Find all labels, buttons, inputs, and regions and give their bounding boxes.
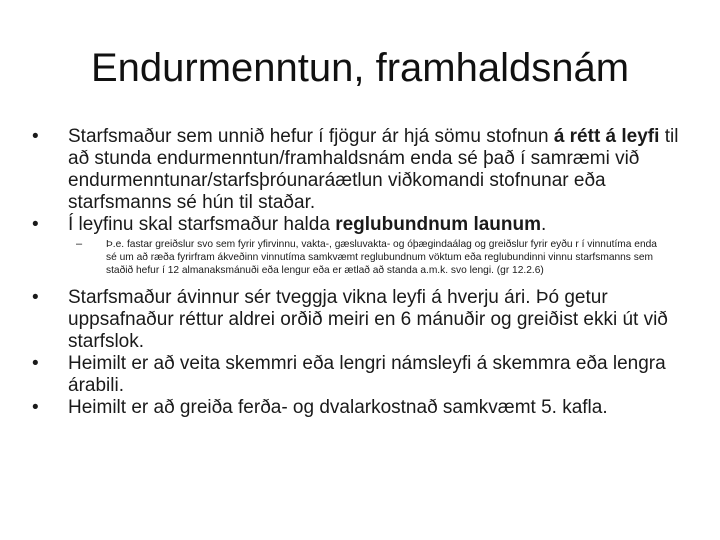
bullet-icon: •: [32, 353, 39, 374]
bullet-text: Starfsmaður sem unnið hefur í fjögur ár hjá sömu stofnun: [68, 126, 554, 147]
sub-bullet-item: [24, 238, 666, 277]
bullet-text: Starfsmaður ávinnur sér tveggja vikna leyfi á hverju ári. Þó getur uppsafnaður réttur aldrei orðið meiri en 6 mánuðir og greiðist ekki út við starfslok.: [68, 287, 668, 352]
bullet-bold-text: á rétt á leyfi: [553, 126, 660, 147]
bullet-icon: •: [32, 214, 39, 235]
bullet-icon: •: [32, 126, 39, 147]
dash-icon: –: [76, 238, 83, 250]
bullet-icon: •: [32, 397, 39, 418]
slide-content: [24, 126, 700, 419]
bullet-item: [24, 214, 700, 236]
bullet-icon: •: [32, 287, 39, 308]
bullet-text: Heimilt er að veita skemmri eða lengri námsleyfi á skemmra eða lengra árabili.: [68, 353, 666, 396]
sub-bullet-text: Þ.e. fastar greiðslur svo sem fyrir yfirvinnu, vakta-, gæsluvakta- og óþægindaálag og greiðslur fyrir eyðu r í vinnutíma enda sé um að ræða fyrirfram ákveðinn vinnutíma samkvæmt reglubundnum vöktum eða reglubundinni vinnu starfsmanns sem staðið hefur í 12 almanaksmánuði eða lengur eða er ætlað að standa a.m.k. svo lengi. (gr 12.2.6): [106, 239, 657, 276]
bullet-text: .: [541, 214, 547, 235]
bullet-item: [24, 287, 700, 353]
bullet-text: Í leyfinu skal starfsmaður halda: [68, 214, 336, 235]
bullet-text: Heimilt er að greiða ferða- og dvalarkostnað samkvæmt 5. kafla.: [68, 397, 608, 418]
bullet-text: til að stunda endurmenntun/framhaldsnám enda sé það í samræmi við endurmenntunar/starfsþróunaráætlun viðkomandi stofnunar eða starfsmanns sé hún til staðar.: [68, 126, 679, 213]
bullet-bold-text: reglubundnum launum: [335, 214, 542, 235]
slide-title: Endurmenntun, framhaldsnám: [90, 46, 630, 90]
bullet-item: [24, 126, 700, 214]
bullet-item: [24, 397, 700, 419]
bullet-item: [24, 353, 700, 397]
